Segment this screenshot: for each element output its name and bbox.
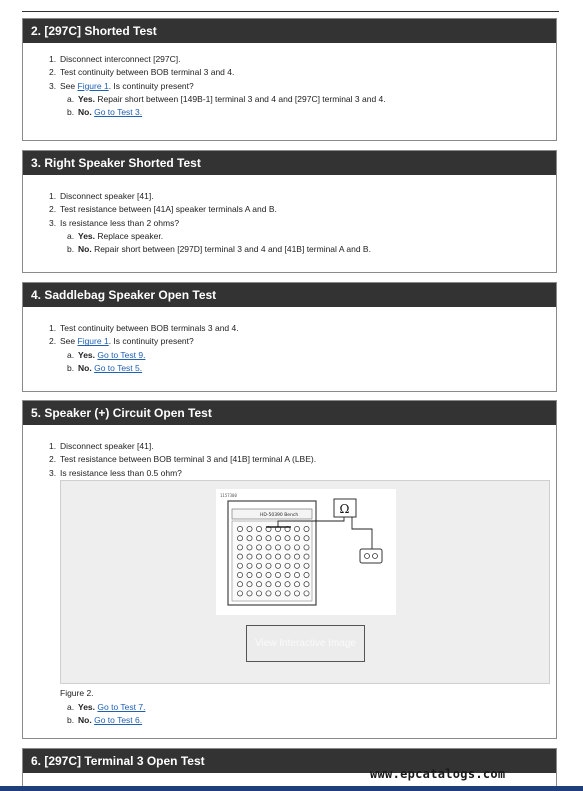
terminal-pin xyxy=(256,545,261,550)
section-test-4 xyxy=(22,282,557,392)
terminal-pin xyxy=(256,563,261,568)
terminal-pin xyxy=(285,591,290,596)
option-yes: a. Yes. Go to Test 7. xyxy=(67,702,146,712)
ohm-symbol: Ω xyxy=(339,502,350,516)
image-code: 1157300 xyxy=(220,493,237,498)
step-text: Test continuity between BOB terminal 3 and 4. xyxy=(60,67,235,78)
terminal-pin xyxy=(237,526,242,531)
section-body xyxy=(23,43,556,119)
terminal-pin xyxy=(304,554,309,559)
step-text: Test resistance between [41A] speaker terminals A and B. xyxy=(60,204,277,215)
terminal-pin xyxy=(256,536,261,541)
figure-caption: Figure 2. xyxy=(60,688,94,698)
figure-1-link[interactable]: Figure 1 xyxy=(77,336,109,347)
terminal-pin xyxy=(285,582,290,587)
step-text: Test continuity between BOB terminals 3 and 4. xyxy=(60,323,239,333)
option-yes: a. Yes. Replace speaker. xyxy=(67,230,164,241)
section-title: 4. Saddlebag Speaker Open Test xyxy=(23,283,556,307)
terminal-pin xyxy=(275,554,280,559)
option-no: b. No. Repair short between [297D] terminal 3 and 4 and [41B] terminal A and B. xyxy=(67,244,371,255)
bottom-bar xyxy=(0,786,583,791)
step-item: 1. Disconnect interconnect [297C]. xyxy=(49,54,181,64)
go-to-test-7-link[interactable]: Go to Test 7. xyxy=(97,702,146,712)
go-to-test-3-link[interactable]: Go to Test 3. xyxy=(94,107,143,118)
terminal-pin xyxy=(294,554,299,559)
go-to-test-9-link[interactable]: Go to Test 9. xyxy=(97,349,146,360)
figure-panel xyxy=(60,480,550,684)
terminal-pin xyxy=(294,591,299,596)
terminal-pin xyxy=(247,582,252,587)
terminal-pin xyxy=(266,572,271,577)
terminal-pin xyxy=(304,591,309,596)
go-to-test-5-link[interactable]: Go to Test 5. xyxy=(94,362,143,373)
terminal-pin xyxy=(275,545,280,550)
terminal-pin xyxy=(275,582,280,587)
figure-1-link[interactable]: Figure 1 xyxy=(77,80,109,91)
terminal-pin xyxy=(256,554,261,559)
terminal-pin xyxy=(294,563,299,568)
section-title: 6. [297C] Terminal 3 Open Test xyxy=(23,749,556,773)
step-item: 2. Test continuity between BOB terminal 3 and 4. xyxy=(49,67,235,78)
bob-diagram-svg xyxy=(216,489,396,615)
section-test-3 xyxy=(22,150,557,273)
section-title: 3. Right Speaker Shorted Test xyxy=(23,151,556,175)
terminal-pin xyxy=(247,526,252,531)
step-item: 2. Test resistance between BOB terminal 3 and [41B] terminal A (LBE). xyxy=(49,454,317,465)
step-text: Disconnect interconnect [297C]. xyxy=(60,54,181,64)
terminal-pin xyxy=(285,572,290,577)
terminal-pin xyxy=(247,554,252,559)
section-body xyxy=(23,307,556,375)
result-options xyxy=(67,701,146,728)
step-text: Is resistance less than 0.5 ohm? xyxy=(60,467,182,478)
option-no: b. No. Go to Test 5. xyxy=(67,362,143,373)
terminal-pin xyxy=(275,591,280,596)
step-item: 2. Test resistance between [41A] speaker terminals A and B. xyxy=(49,204,277,215)
terminal-pin xyxy=(247,536,252,541)
terminal-pin xyxy=(266,536,271,541)
step-item: 2. See Figure 1. Is continuity present? a. Yes. Go to Test 9. b. No. Go to Test 5. xyxy=(60,335,556,375)
step-item: 3. See Figure 1. Is continuity present? a. Yes. Repair short between [149B-1] terminal 3 and 4 and [297C] terminal 3 and 4. b. No. Go to Test 3. xyxy=(60,80,556,120)
terminal-pin xyxy=(237,536,242,541)
terminal-pin xyxy=(304,572,309,577)
step-text: Disconnect speaker [41]. xyxy=(60,441,154,451)
terminal-pin xyxy=(256,582,261,587)
step-item: 3. Is resistance less than 2 ohms? a. Yes. Replace speaker. b. No. Repair short between [297D] terminal 3 and 4 and [41B] terminal A and B. xyxy=(60,217,556,257)
terminal-pin xyxy=(266,591,271,596)
option-no: b. No. Go to Test 3. xyxy=(67,107,143,118)
section-body xyxy=(23,425,556,740)
section-test-5 xyxy=(22,400,557,739)
terminal-pin xyxy=(294,536,299,541)
terminal-pin xyxy=(266,582,271,587)
terminal-pin xyxy=(256,526,261,531)
terminal-pin xyxy=(275,572,280,577)
option-yes: a. Yes. Repair short between [149B-1] terminal 3 and 4 and [297C] terminal 3 and 4. xyxy=(67,93,386,104)
terminal-pin xyxy=(294,545,299,550)
terminal-pin xyxy=(266,554,271,559)
view-interactive-image-button[interactable]: View Interactive Image xyxy=(246,625,365,662)
terminal-pin xyxy=(294,526,299,531)
terminal-pin xyxy=(237,554,242,559)
terminal-pin xyxy=(294,582,299,587)
terminal-pin xyxy=(237,572,242,577)
terminal-pin xyxy=(247,572,252,577)
terminal-pin xyxy=(285,536,290,541)
terminal-pin xyxy=(266,545,271,550)
watermark: www.epcatalogs.com xyxy=(370,767,506,781)
step-text: Is resistance less than 2 ohms? xyxy=(60,217,180,228)
terminal-pin xyxy=(275,563,280,568)
step-text: Test resistance between BOB terminal 3 and [41B] terminal A (LBE). xyxy=(60,454,317,465)
terminal-pin xyxy=(237,591,242,596)
top-divider xyxy=(22,11,559,12)
section-body xyxy=(23,175,556,256)
bob-label: HD-50390 Bench xyxy=(260,513,299,518)
terminal-pin xyxy=(237,582,242,587)
terminal-pin xyxy=(304,563,309,568)
step-item: 1. Disconnect speaker [41]. xyxy=(49,191,154,201)
terminal-pin xyxy=(294,572,299,577)
terminal-pin xyxy=(304,536,309,541)
terminal-pin xyxy=(304,526,309,531)
go-to-test-6-link[interactable]: Go to Test 6. xyxy=(94,715,143,726)
step-item: 1. Test continuity between BOB terminals 3 and 4. xyxy=(49,323,239,333)
option-yes: a. Yes. Go to Test 9. xyxy=(67,349,146,360)
terminal-pin xyxy=(266,563,271,568)
terminal-pin xyxy=(247,545,252,550)
terminal-pin xyxy=(285,554,290,559)
terminal-pin xyxy=(304,582,309,587)
section-test-2 xyxy=(22,18,557,141)
option-no: b. No. Go to Test 6. xyxy=(67,715,143,726)
terminal-pin xyxy=(237,563,242,568)
terminal-pin xyxy=(304,545,309,550)
terminal-pin xyxy=(237,545,242,550)
step-item: 1. Disconnect speaker [41]. xyxy=(49,441,154,451)
terminal-pin xyxy=(247,591,252,596)
wiring-diagram xyxy=(216,489,396,615)
terminal-pin xyxy=(285,563,290,568)
step-item: 3. Is resistance less than 0.5 ohm? xyxy=(49,467,182,478)
terminal-pin xyxy=(256,572,261,577)
terminal-pin xyxy=(256,591,261,596)
section-title: 5. Speaker (+) Circuit Open Test xyxy=(23,401,556,425)
section-title: 2. [297C] Shorted Test xyxy=(23,19,556,43)
terminal-pin xyxy=(285,545,290,550)
step-text: Disconnect speaker [41]. xyxy=(60,191,154,201)
terminal-pin xyxy=(275,536,280,541)
terminal-pin xyxy=(247,563,252,568)
